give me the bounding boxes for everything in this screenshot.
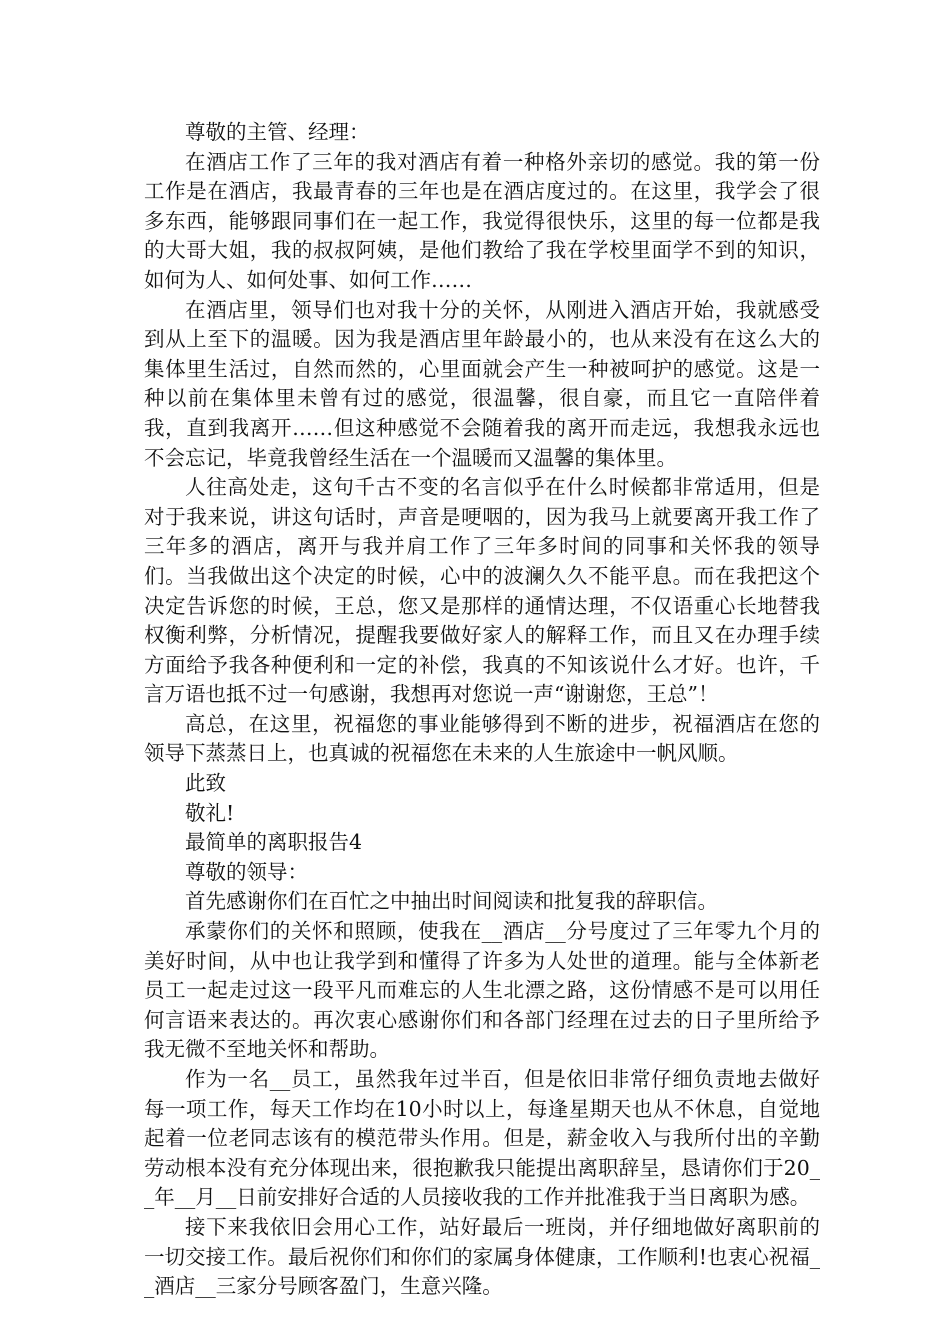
body-paragraph: 承蒙你们的关怀和照顾，使我在__酒店__分号度过了三年零九个月的美好时间，从中也让我学到和懂得了许多为人处世的道理。能与全体新老员工一起走过这一段平凡而难忘的人生北漂之路，这份情感不是可以用任何言语来表达的。再次衷心感谢你们和各部门经理在过去的日子里所给予我无微不至地关怀和帮助。 xyxy=(144,919,820,1062)
document-body xyxy=(144,118,820,1302)
salutation: 尊敬的领导： xyxy=(185,859,308,884)
closing-line: 敬礼! xyxy=(185,800,235,825)
section-title: 最简单的离职报告4 xyxy=(185,830,363,855)
body-paragraph: 在酒店里，领导们也对我十分的关怀，从刚进入酒店开始，我就感受到从上至下的温暖。因为我是酒店里年龄最小的，也从来没有在这么大的集体里生活过，自然而然的，心里面就会产生一种被呵护的感觉。这是一种以前在集体里未曾有过的感觉，很温馨，很自豪，而且它一直陪伴着我，直到我离开……但这种感觉不会随着我的离开而走远，我想我永远也不会忘记，毕竟我曾经生活在一个温暖而又温馨的集体里。 xyxy=(144,297,820,470)
body-paragraph: 接下来我依旧会用心工作，站好最后一班岗，并仔细地做好离职前的一切交接工作。最后祝你们和你们的家属身体健康，工作顺利!也衷心祝福__酒店__三家分号顾客盈门，生意兴隆。 xyxy=(144,1214,820,1299)
body-paragraph: 高总，在这里，祝福您的事业能够得到不断的进步，祝福酒店在您的领导下蒸蒸日上，也真诚的祝福您在未来的人生旅途中一帆风顺。 xyxy=(144,711,820,766)
salutation: 尊敬的主管、经理： xyxy=(185,120,370,144)
body-paragraph: 人往高处走，这句千古不变的名言似乎在什么时候都非常适用，但是对于我来说，讲这句话时，声音是哽咽的，因为我马上就要离开我工作了三年多的酒店，离开与我并肩工作了三年多时间的同事和关怀我的领导们。当我做出这个决定的时候，心中的波澜久久不能平息。而在我把这个决定告诉您的时候，王总，您又是那样的通情达理，不仅语重心长地替我权衡利弊，分析情况，提醒我要做好家人的解释工作，而且又在办理手续方面给予我各种便利和一定的补偿，我真的不知该说什么才好。也许，千言万语也抵不过一句感谢，我想再对您说一声“谢谢您，王总”！ xyxy=(144,475,820,707)
body-paragraph: 作为一名__员工，虽然我年过半百，但是依旧非常仔细负责地去做好每一项工作，每天工作均在10小时以上，每逢星期天也从不休息，自觉地起着一位老同志该有的模范带头作用。但是，薪金收入与我所付出的辛勤劳动根本没有充分体现出来，很抱歉我只能提出离职辞呈，恳请你们于20__年__月__日前安排好合适的人员接收我的工作并批准我于当日离职为感。 xyxy=(144,1067,820,1210)
closing-line: 此致 xyxy=(185,771,226,796)
body-paragraph: 首先感谢你们在百忙之中抽出时间阅读和批复我的辞职信。 xyxy=(185,889,718,914)
body-paragraph: 在酒店工作了三年的我对酒店有着一种格外亲切的感觉。我的第一份工作是在酒店，我最青春的三年也是在酒店度过的。在这里，我学会了很多东西，能够跟同事们在一起工作，我觉得很快乐，这里的每一位都是我的大哥大姐，我的叔叔阿姨，是他们教给了我在学校里面学不到的知识，如何为人、如何处事、如何工作…… xyxy=(144,149,820,292)
